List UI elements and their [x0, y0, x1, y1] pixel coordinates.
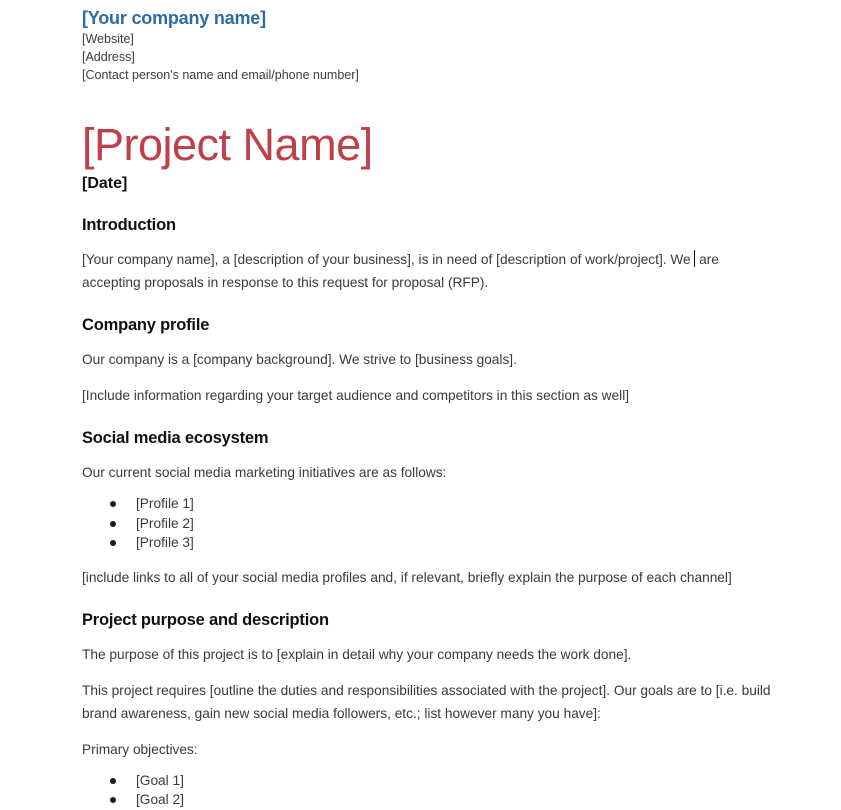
primary-objectives-label: Primary objectives: — [82, 741, 198, 757]
list-item: [Goal 1] — [82, 771, 782, 791]
company-address-line: [Address] — [82, 50, 135, 64]
social-media-profile-list — [82, 484, 782, 553]
section-heading-company-profile: Company profile — [82, 316, 210, 334]
social-media-note-paragraph: [include links to all of your social media profiles and, if relevant, briefly explain the purpose of each channel] — [82, 569, 732, 585]
company-name-heading: [Your company name] — [82, 8, 266, 28]
project-purpose-paragraph-2: This project requires [outline the duties and responsibilities associated with the project]. Our goals are to [i.e. build brand awareness, gain new social media followers, etc.; list however many you have]: — [82, 682, 771, 721]
list-item: [Profile 1] — [82, 494, 782, 514]
primary-objectives-list — [82, 761, 782, 810]
project-title: [Project Name] — [82, 119, 373, 170]
company-contact-line: [Contact person's name and email/phone number] — [82, 68, 359, 82]
section-heading-project-purpose: Project purpose and description — [82, 610, 329, 629]
document-body[interactable] — [82, 0, 782, 810]
list-item: [Profile 2] — [82, 514, 782, 534]
section-heading-social-media-ecosystem: Social media ecosystem — [82, 429, 269, 447]
section-heading-introduction: Introduction — [82, 216, 176, 234]
project-purpose-paragraph-1: The purpose of this project is to [explain in detail why your company needs the work done]. — [82, 646, 632, 662]
document-date: [Date] — [82, 175, 128, 192]
introduction-text-after-caret: are accepting proposals in response to this request for proposal (RFP). — [82, 252, 719, 290]
letterhead-block — [82, 7, 782, 84]
company-profile-paragraph-2: [Include information regarding your target audience and competitors in this section as well] — [82, 388, 630, 403]
social-media-intro-paragraph: Our current social media marketing initiatives are as follows: — [82, 465, 447, 480]
company-profile-paragraph-1: Our company is a [company background]. We strive to [business goals]. — [82, 352, 517, 367]
text-cursor-caret — [694, 250, 696, 267]
introduction-paragraph — [82, 235, 777, 294]
company-website-line: [Website] — [82, 32, 134, 46]
list-item: [Profile 3] — [82, 533, 782, 553]
introduction-text-before-caret: [Your company name], a [description of your business], is in need of [description of work/project]. We — [82, 252, 691, 267]
list-item: [Goal 2] — [82, 790, 782, 810]
